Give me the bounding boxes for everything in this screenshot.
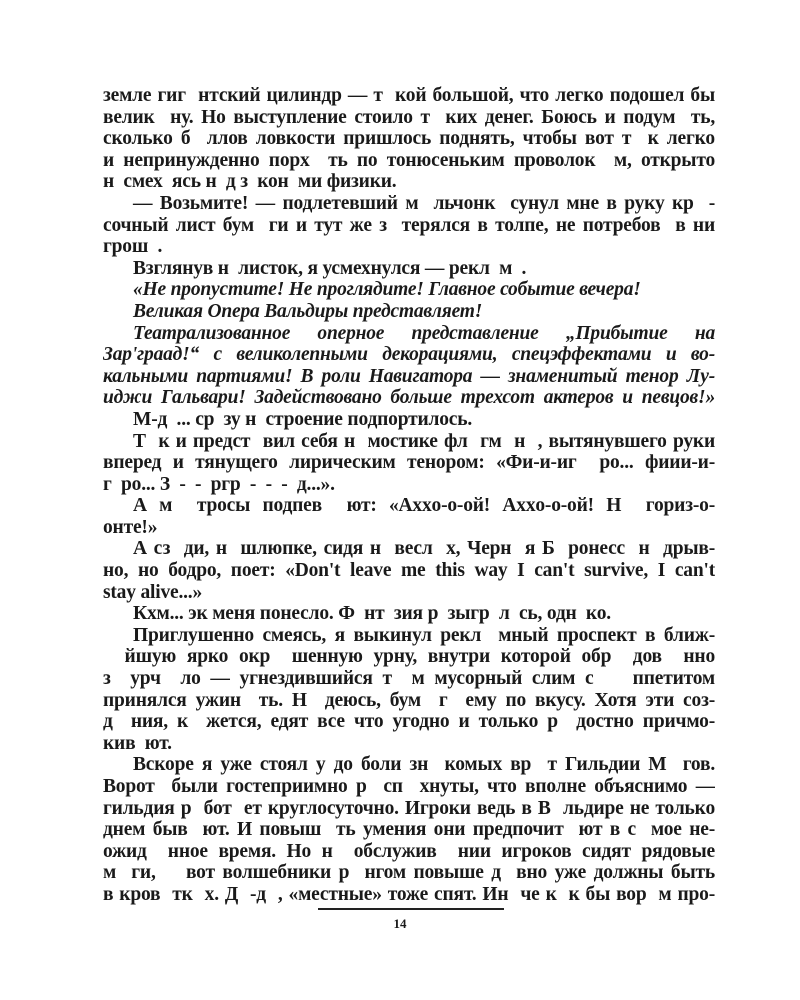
text-line: онте!» [103, 516, 158, 538]
text-line: иджи Гальвари! Задействовано больше трехсот актеров и певцов!» [103, 387, 715, 409]
text-line: сколько б ллов ловкости пришлось поднять, чтобы вот т к легко [103, 128, 715, 150]
text-line: Вскоре я уже стоял у до боли зн комых вр т Гильдии М гов. [133, 754, 715, 776]
text-line: ожид нное время. Но н обслужив нии игроков сидят рядовые [103, 840, 715, 862]
text-line: кальными партиями! В роли Навигатора — знаменитый тенор Лу- [103, 365, 715, 387]
text-line: в кров тк х. Д -д , «местные» тоже спят. Ин че к к бы вор м про- [103, 883, 715, 905]
text-line: кив ют. [103, 732, 172, 754]
text-line: днем быв ют. И повыш ть умения они предпочит ют в с мое не- [103, 819, 715, 841]
text-line: йшую ярко окр шенную урну, внутри которой обр дов нно [103, 646, 715, 668]
text-line: А сз ди, н шлюпке, сидя н весл х, Черн я Б ронесс н дрыв- [133, 538, 715, 560]
text-line: Кхм... эк меня понесло. Ф нт зия р зыгр л сь, одн ко. [133, 603, 611, 625]
text-line: з урч ло — угнездившийся т м мусорный слим с ппетитом [103, 668, 715, 690]
text-line: «Не пропустите! Не проглядите! Главное событие вечера! [133, 279, 641, 301]
text-line: н смех ясь н д з кон ми физики. [103, 171, 397, 193]
text-line: stay alive...» [103, 581, 203, 603]
text-line: — Возьмите! — подлетевший м льчонк сунул мне в руку кр - [133, 192, 715, 214]
page-number: 14 [393, 916, 407, 931]
footer-rule [318, 908, 504, 910]
text-line: велик ну. Но выступление стоило т ких денег. Боюсь и подум ть, [103, 106, 715, 128]
text-line: Взглянув н листок, я усмехнулся — рекл м . [133, 257, 527, 279]
text-line: М-д ... ср зу н строение подпортилось. [133, 408, 473, 430]
text-line: Зар'граад!“ с великолепными декорациями, спецэффектами и во- [103, 344, 715, 366]
text-line: м ги, вот волшебники р нгом повыше д вно уже должны быть [103, 862, 715, 884]
text-line: Приглушенно смеясь, я выкинул рекл мный проспект в ближ- [133, 624, 715, 646]
text-line: грош . [103, 236, 163, 258]
text-line: Ворот были гостеприимно р сп хнуты, что вполне объяснимо — [103, 776, 715, 797]
text-block [103, 85, 715, 906]
text-line: но, но бодро, поет: «Don't leave me this way I can't survive, I can't [103, 560, 715, 582]
text-line: принялся ужин ть. Н деюсь, бум г ему по вкусу. Хотя эти соз- [103, 689, 715, 711]
text-line: земле гиг нтский цилиндр — т кой большой, что легко подошел бы [103, 85, 715, 106]
text-line: вперед и тянущего лирическим тенором: «Фи-и-иг ро... фиии-и- [103, 452, 715, 474]
text-line: д ния, к жется, едят все что угодно и только р достно причмо- [103, 711, 715, 733]
text-line: г ро... З - - ргр - - - д...». [103, 473, 335, 495]
text-line: и непринужденно порх ть по тонюсеньким проволок м, открыто [103, 149, 715, 171]
text-line: Т к и предст вил себя н мостике фл гм н , вытянувшего руки [133, 430, 715, 452]
text-line: гильдия р бот ет круглосуточно. Игроки ведь в В льдире не только [103, 797, 715, 819]
text-line: сочный лист бум ги и тут же з терялся в толпе, не потребов в ни [103, 214, 715, 236]
text-line: А м тросы подпев ют: «Ахxо-о-ой! Ахxо-о-ой! Н гориз-о- [133, 495, 715, 517]
text-line: Великая Опера Вальдиры представляет! [133, 300, 483, 322]
text-line: Театрализованное оперное представление „Прибытие на [133, 322, 715, 344]
